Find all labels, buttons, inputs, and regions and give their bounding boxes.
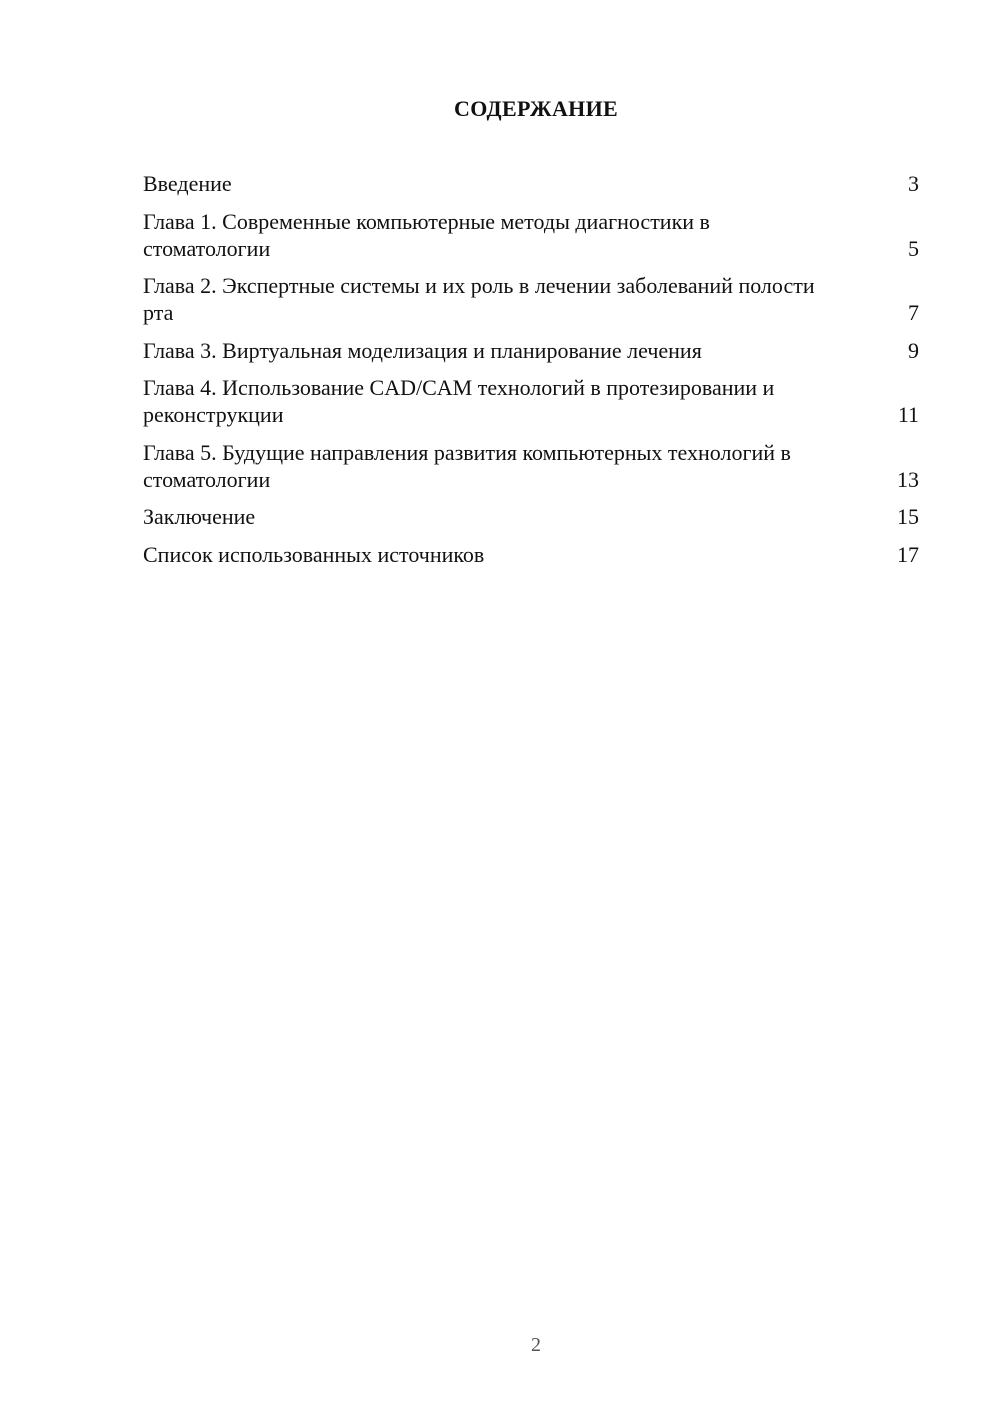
toc-entry-chapter-5 [143, 439, 919, 493]
toc-entry-page: 11 [897, 402, 919, 427]
toc-entry-chapter-2 [143, 272, 919, 326]
toc-entry-chapter-1 [143, 208, 919, 262]
toc-entry-introduction [143, 170, 919, 197]
toc-entry-title: Заключение [143, 504, 256, 529]
toc-entry-conclusion [143, 503, 919, 530]
toc-entry-title: Введение [143, 171, 232, 196]
toc-entry-page: 3 [908, 171, 919, 196]
toc-entry-page: 13 [897, 466, 919, 492]
toc-entry-chapter-3 [143, 337, 919, 364]
toc-entry-title: Список использованных источников [143, 541, 485, 567]
toc-entry-page: 15 [897, 504, 919, 529]
page-title: СОДЕРЖАНИЕ [454, 96, 618, 121]
toc-entry-title: Глава 5. Будущие направления развития компьютерных технологий в стоматологии [143, 439, 791, 492]
toc-entry-page: 9 [908, 337, 919, 363]
toc-entry-title: Глава 2. Экспертные системы и их роль в лечении заболеваний полости рта [143, 273, 815, 325]
table-of-contents [143, 170, 919, 578]
toc-entry-page: 17 [897, 541, 919, 567]
toc-entry-chapter-4 [143, 374, 919, 428]
toc-entry-page: 5 [908, 235, 919, 261]
toc-entry-references [143, 541, 919, 568]
toc-entry-page: 7 [908, 300, 919, 325]
page-number: 2 [531, 1334, 541, 1356]
toc-entry-title: Глава 3. Виртуальная моделизация и планирование лечения [143, 337, 702, 363]
toc-entry-title: Глава 4. Использование CAD/CAM технологий в протезировании и реконструкции [143, 375, 775, 427]
toc-entry-title: Глава 1. Современные компьютерные методы диагностики в стоматологии [143, 208, 710, 261]
